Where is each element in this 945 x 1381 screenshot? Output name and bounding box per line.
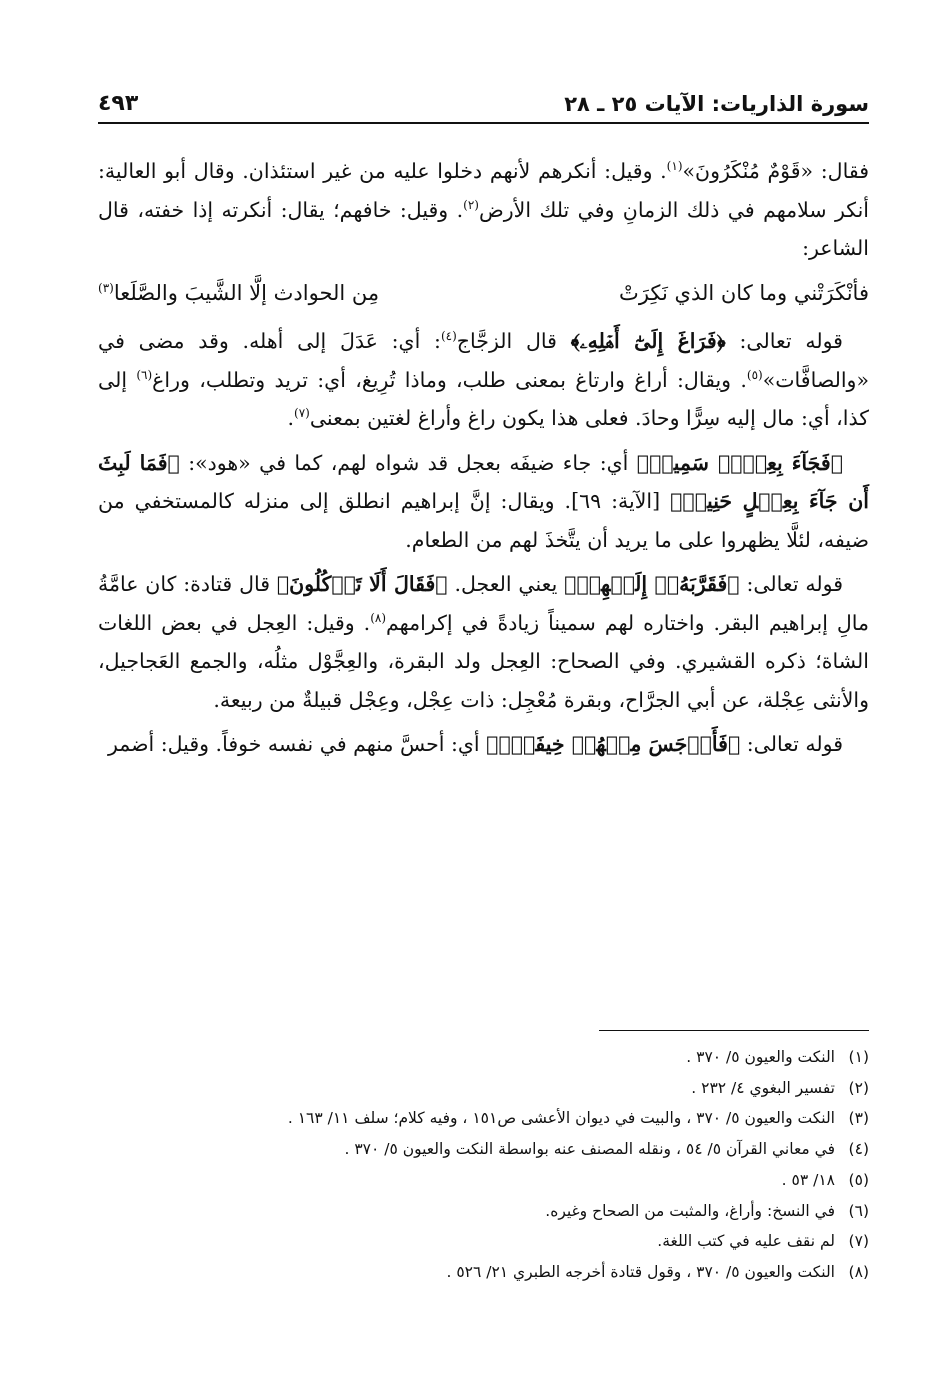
paragraph-3	[98, 444, 869, 560]
running-header	[98, 78, 869, 124]
text-segment: .	[287, 406, 295, 430]
quran-quote: ﴿فَجَآءَ بِعِجۡلٖ سَمِينٖ﴾	[636, 450, 843, 475]
text-segment: أي: جاء ضيفَه بعجل قد شواه لهم، كما في «هود»:	[179, 450, 637, 475]
footnote-ref: (١)	[666, 159, 683, 174]
quran-quote: ﴿فَأَوۡجَسَ مِنۡهُمۡ خِيفَةٗۖ﴾	[486, 732, 741, 756]
footnote-text: النكت والعيون ٥/ ٣٧٠ .	[686, 1048, 835, 1066]
footnote-text: لم نقف عليه في كتب اللغة.	[657, 1232, 835, 1251]
footnote-number: (٧)	[848, 1232, 869, 1251]
text-segment: إلى كذا، أي: مال إليه سِرًّا وحادَ. فعلى هذا يكون راغ وأراغ لغتين بمعنى	[98, 367, 869, 430]
page-number: ٤٩٣	[98, 91, 139, 116]
footnote-ref: (٣)	[98, 280, 114, 295]
running-title: سورة الذاريات: الآيات ٢٥ ـ ٢٨	[564, 92, 869, 116]
text-segment: يعني العجل.	[447, 572, 565, 596]
footnote-text: في النسخ: وأراغ، والمثبت من الصحاح وغيره.	[545, 1201, 835, 1220]
text-segment: قال قتادة: كان عامَّةُ مالِ إبراهيم البقر. واختاره لهم سميناً زيادةً في إكرامهم	[98, 572, 870, 635]
paragraph-4	[98, 565, 869, 719]
footnotes	[98, 1042, 869, 1288]
footnote-text: النكت والعيون ٥/ ٣٧٠ ، والبيت في ديوان الأعشى ص١٥١ ، وفيه كلام؛ سلف ١١/ ١٦٣ .	[287, 1109, 835, 1128]
footnote-ref: (٧)	[294, 406, 310, 421]
footnote-item	[98, 1196, 869, 1227]
paragraph-2	[98, 322, 869, 438]
text-segment: أي: أحسَّ منهم في نفسه خوفاً. وقيل: أضمر	[107, 732, 487, 756]
quran-quote: ﴿فَمَا لَبِثَ أَن جَآءَ بِعِجۡلٍ حَنِيذٖ﴾	[98, 450, 869, 513]
footnote-number: (٨)	[848, 1262, 869, 1281]
verse-second-hemistich-wrap	[98, 274, 379, 313]
footnote-ref: (٦)	[136, 367, 153, 382]
text-segment: فقال: «قَوْمٌ مُنْكَرُونَ»	[682, 159, 869, 183]
text-segment: قوله تعالى:	[739, 572, 843, 596]
text-segment: قوله تعالى:	[740, 732, 843, 756]
footnote-text: تفسير البغوي ٤/ ٢٣٢ .	[691, 1078, 835, 1097]
paragraph-5	[98, 725, 869, 764]
footnote-number: (٣)	[848, 1109, 869, 1128]
footnote-item	[98, 1103, 869, 1134]
footnote-separator	[599, 1030, 869, 1031]
text-segment: . وقيل: أنكرهم لأنهم دخلوا عليه من غير استئذان. وقال أبو العالية: أنكر سلامهم في ذلك الزمانِ وفي تلك الأرض	[98, 159, 869, 222]
footnote-number: (٤)	[848, 1140, 869, 1159]
text-segment: . ويقال: أراغ وارتاغ بمعنى طلب، وماذا تُرِيغ، أي: تريد وتطلب، وراغ	[152, 367, 747, 392]
footnote-ref: (٤)	[440, 329, 457, 344]
footnote-ref: (٥)	[746, 367, 763, 382]
footnote-item	[98, 1257, 869, 1288]
main-text	[98, 152, 869, 770]
footnote-text: في معاني القرآن ٥/ ٥٤ ، ونقله المصنف عنه بواسطة النكت والعيون ٥/ ٣٧٠ .	[344, 1140, 835, 1159]
text-segment: قال الزجَّاج	[456, 329, 571, 353]
text-segment: : أي: عَدَلَ إلى أهله. وقد مضى في «والصافَّات»	[98, 329, 869, 392]
paragraph-1	[98, 152, 869, 268]
footnote-item	[98, 1226, 869, 1257]
quran-quote: ﴿فَقَالَ أَلَا تَأۡكُلُونَ﴾	[276, 572, 448, 596]
text-segment: . وقيل: خافهم؛ يقال: أنكرته إذا خفته، قال الشاعر:	[98, 197, 869, 260]
footnote-item	[98, 1165, 869, 1196]
footnote-text: ١٨/ ٥٣ .	[781, 1170, 835, 1189]
footnote-item	[98, 1042, 869, 1073]
verse-second-hemistich: مِن الحوادث إلَّا الشَّيبَ والصَّلَعا	[113, 280, 380, 305]
poetry-verse	[98, 274, 869, 313]
footnote-item	[98, 1134, 869, 1165]
footnote-item	[98, 1073, 869, 1104]
verse-first-hemistich: فأنْكَرَتْني وما كان الذي نَكِرَتْ	[619, 280, 869, 305]
footnote-number: (٥)	[848, 1170, 869, 1189]
text-segment: . وقيل: العِجل في بعض اللغات الشاة؛ ذكره القشيري. وفي الصحاح: العِجل ولد البقرة، والعِجَّوْل مثلُه، والجمع العَجاجيل، والأنثى عِجْلة، عن أبي الجرَّاح، وبقرة مُعْجِل: ذات عِجْل، وعِجْل قبيلةٌ من ربيعة.	[98, 610, 869, 712]
quran-quote: ﴿فَقَرَّبَهُۥٓ إِلَيۡهِمۡ﴾	[564, 572, 740, 596]
footnote-text: النكت والعيون ٥/ ٣٧٠ ، وقول قتادة أخرجه الطبري ٢١/ ٥٢٦ .	[446, 1262, 835, 1281]
quran-quote: ﴿فَرَاغَ إِلَىٰٓ أَهۡلِهِۦ﴾	[570, 329, 726, 353]
text-segment: قوله تعالى:	[725, 329, 843, 353]
footnote-number: (٦)	[848, 1201, 869, 1220]
footnote-number: (١)	[848, 1048, 869, 1066]
footnote-ref: (٢)	[463, 197, 479, 212]
text-segment: [الآية: ٦٩]. ويقال: إنَّ إبراهيم انطلق إلى منزله كالمستخفي من ضيفه، لئلَّا يظهروا على ما يريد أن يتَّخذَ لهم من الطعام.	[98, 489, 869, 552]
footnote-number: (٢)	[848, 1078, 869, 1097]
footnote-ref: (٨)	[370, 610, 387, 625]
